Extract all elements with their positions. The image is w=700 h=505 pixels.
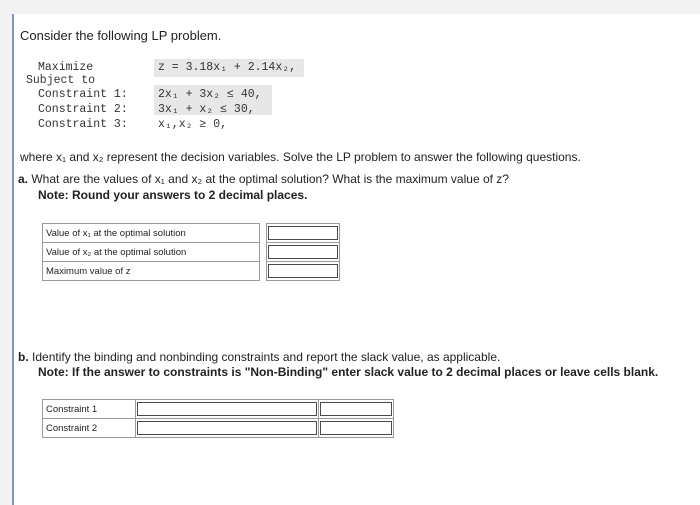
part-b-answer-table: [42, 399, 394, 438]
x1-value-input[interactable]: [268, 226, 338, 240]
constraint-1-slack-input[interactable]: [320, 402, 392, 416]
x1-row-label: Value of x₁ at the optimal solution: [43, 224, 260, 243]
part-a-prefix: a.: [18, 172, 29, 186]
objective-function: z = 3.18x₁ + 2.14x₂,: [158, 61, 297, 74]
part-b-note: Note: If the answer to constraints is "Non-Binding" enter slack value to 2 decimal places or leave cells blank.: [38, 365, 659, 379]
constraint-2-row-label: Constraint 2: [43, 419, 136, 438]
constraint-2-slack-input[interactable]: [320, 421, 392, 435]
part-b-question: [18, 350, 500, 364]
table-row: [43, 224, 340, 243]
x2-value-input[interactable]: [268, 245, 338, 259]
question-panel: [12, 14, 700, 505]
table-row: [43, 262, 340, 281]
constraint-1-row-label: Constraint 1: [43, 400, 136, 419]
constraint-3-label: Constraint 3:: [38, 118, 128, 131]
constraint-3-expr: x₁,x₂ ≥ 0,: [158, 118, 228, 131]
constraint-1-status-input[interactable]: [137, 402, 317, 416]
table-row: [43, 400, 394, 419]
part-a-note: Note: Round your answers to 2 decimal places.: [38, 188, 308, 202]
max-z-row-label: Maximum value of z: [43, 262, 260, 281]
table-row: [43, 419, 394, 438]
x2-row-label: Value of x₂ at the optimal solution: [43, 243, 260, 262]
where-text: where x₁ and x₂ represent the decision variables. Solve the LP problem to answer the following questions.: [20, 150, 581, 164]
constraint-2-label: Constraint 2:: [38, 103, 128, 116]
part-a-answer-table: [42, 223, 340, 281]
part-b-prefix: b.: [18, 350, 29, 364]
part-b-question-text: Identify the binding and nonbinding constraints and report the slack value, as applicable.: [32, 350, 501, 364]
max-z-value-input[interactable]: [268, 264, 338, 278]
constraint-1-label: Constraint 1:: [38, 88, 128, 101]
constraint-2-expr: 3x₁ + x₂ ≤ 30,: [158, 103, 255, 116]
table-row: [43, 243, 340, 262]
subject-to-label: Subject to: [26, 74, 96, 87]
constraint-2-status-input[interactable]: [137, 421, 317, 435]
part-a-question-text: What are the values of x₁ and x₂ at the optimal solution? What is the maximum value of z?: [31, 172, 509, 186]
constraint-1-expr: 2x₁ + 3x₂ ≤ 40,: [158, 88, 262, 101]
intro-text: Consider the following LP problem.: [20, 28, 222, 43]
part-a-question: [18, 172, 509, 186]
maximize-label: Maximize: [38, 61, 94, 74]
